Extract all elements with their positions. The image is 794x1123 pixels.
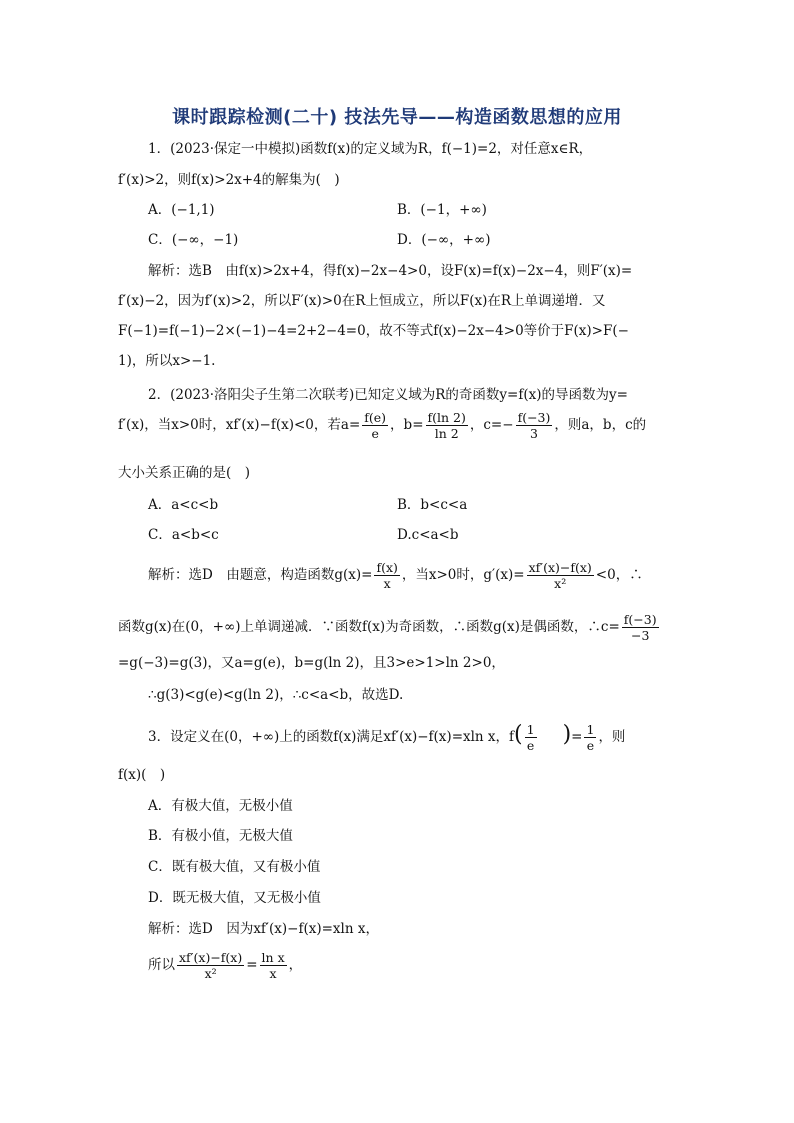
- q2-option-c: C．a<b<c: [148, 527, 219, 543]
- fraction-g-prime: $\frac{xf'(x)-f(x)}{\text{x²}}$: [528, 560, 592, 591]
- fraction-value: $\frac{1}{e}$: [586, 722, 595, 753]
- q2-solution-line3: =g(−3)=g(3)，又a=g(e)，b=g(ln 2)，且3>e>1>ln 2>0，: [118, 655, 505, 671]
- q3-option-a: A．有极大值，无极小值: [148, 798, 293, 814]
- q3-text: =: [571, 729, 583, 745]
- q3-solution-text: ，: [288, 957, 303, 973]
- fraction-lnx: $\frac{\text{ln x}}{x}$: [261, 950, 285, 981]
- fraction-c-value: $\frac{f(-3)}{-3}$: [623, 612, 657, 643]
- q2-option-b: B．b<c<a: [397, 497, 468, 513]
- fraction-g: $\frac{f(x)}{x}$: [376, 560, 398, 591]
- q2-option-a: A．a<c<b: [148, 497, 219, 513]
- fraction-b: $\frac{f(\ln 2)}{\ln 2}$: [427, 410, 466, 441]
- q2-stem-line2: [118, 410, 646, 441]
- q1-option-a: A．(−1,1): [148, 202, 215, 218]
- page-title: 课时跟踪检测(二十) 技法先导——构造函数思想的应用: [172, 107, 622, 128]
- q2-text: f′(x)，当x>0时，xf′(x)−f(x)<0，若a=: [118, 417, 361, 433]
- q3-solution-text: =: [246, 957, 258, 973]
- q2-stem-line3: 大小关系正确的是( ): [118, 465, 251, 481]
- q3-solution-line2: [148, 950, 302, 981]
- q3-option-d: D．既无极大值，又无极小值: [148, 890, 321, 906]
- q3-text: ，则: [598, 729, 626, 745]
- q3-option-b: B．有极小值，无极大值: [148, 828, 293, 844]
- q2-stem-line1: 2．(2023·洛阳尖子生第二次联考)已知定义域为R的奇函数y=f(x)的导函数为y=: [148, 387, 628, 403]
- q3-text: 3．设定义在(0，+∞)上的函数f(x)满足xf′(x)−f(x)=xln x，f: [148, 729, 515, 745]
- q1-option-b: B．(−1，+∞): [397, 202, 487, 218]
- fraction-c: $\frac{f(-3)}{3}$: [517, 410, 551, 441]
- left-paren-icon: (: [514, 722, 523, 747]
- q2-option-d: D.c<a<b: [397, 527, 459, 543]
- right-paren-icon: ): [562, 722, 572, 747]
- q2-solution-text: <0，∴: [595, 567, 643, 583]
- q1-option-d: D．(−∞，+∞): [397, 232, 491, 248]
- q3-stem-line1: [148, 720, 625, 753]
- q1-solution-line3: F(−1)=f(−1)−2×(−1)−4=2+2−4=0，故不等式f(x)−2x−4>0等价于F(x)>F(−: [118, 323, 629, 339]
- q1-solution-line1: 解析：选B 由f(x)>2x+4，得f(x)−2x−4>0，设F(x)=f(x)−2x−4，则F′(x)=: [148, 263, 633, 279]
- q3-solution-text: 所以: [148, 957, 175, 973]
- q2-solution-text: ，当x>0时，g′(x)=: [401, 567, 525, 583]
- q1-stem-line1: 1．(2023·保定一中模拟)函数f(x)的定义域为R，f(−1)=2，对任意x∈R，: [148, 141, 593, 157]
- q2-solution-line1: [148, 560, 643, 591]
- q1-solution-line4: 1)，所以x>−1.: [118, 353, 216, 369]
- q2-solution-text: 函数g(x)在(0，+∞)上单调递减．∵函数f(x)为奇函数，∴函数g(x)是偶函数，∴c=: [118, 619, 620, 635]
- q1-option-c: C．(−∞，−1): [148, 232, 239, 248]
- q2-solution-line4: ∴g(3)<g(e)<g(ln 2)，∴c<a<b，故选D.: [148, 687, 404, 703]
- q2-solution-line2: [118, 612, 661, 643]
- q3-stem-line2: f(x)( ): [118, 767, 166, 783]
- q1-stem-line2: f′(x)>2，则f(x)>2x+4的解集为( ): [118, 172, 340, 188]
- q3-option-c: C．既有极大值，又有极小值: [148, 859, 321, 875]
- q2-text: ，则a，b，c的: [554, 417, 647, 433]
- q1-solution-line2: f′(x)−2，因为f′(x)>2，所以F′(x)>0在R上恒成立，所以F(x)在R上单调递增．又: [118, 293, 606, 309]
- q2-text: ，b=: [390, 417, 424, 433]
- q2-solution-text: 解析：选D 由题意，构造函数g(x)=: [148, 567, 373, 583]
- q2-text: ，c=−: [469, 417, 514, 433]
- fraction-arg: $\frac{1}{e}$: [526, 722, 535, 753]
- q3-solution-line1: 解析：选D 因为xf′(x)−f(x)=xln x，: [148, 921, 379, 937]
- fraction-a: $\frac{f(e)}{e}$: [364, 410, 387, 441]
- fraction-derivative: $\frac{xf'(x)-f(x)}{\text{x²}}$: [179, 950, 243, 981]
